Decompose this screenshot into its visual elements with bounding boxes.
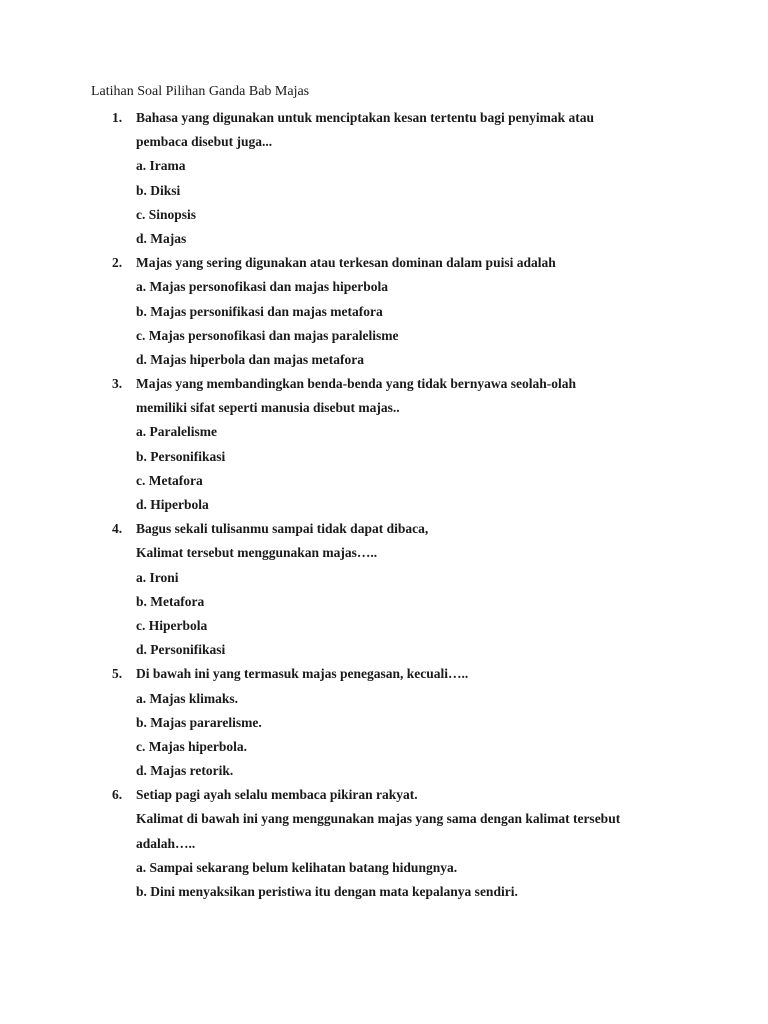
- question-number: 2.: [112, 255, 123, 271]
- answer-option: b. Diksi: [136, 182, 181, 198]
- answer-option: c. Sinopsis: [136, 206, 197, 222]
- answer-option: b. Dini menyaksikan peristiwa itu dengan mata kepalanya sendiri.: [136, 884, 518, 899]
- question-number: 1.: [112, 110, 123, 125]
- answer-option: c. Hiperbola: [136, 617, 208, 633]
- question-item: [0, 251, 768, 372]
- answer-option: c. Majas personofikasi dan majas paralelisme: [136, 327, 399, 343]
- answer-option: b. Majas pararelisme.: [136, 714, 262, 730]
- question-text: Majas yang sering digunakan atau terkesan dominan dalam puisi adalah: [136, 255, 556, 271]
- question-text: Di bawah ini yang termasuk majas penegasan, kecuali…..: [136, 666, 469, 682]
- question-item: [0, 106, 768, 251]
- question-text: Setiap pagi ayah selalu membaca pikiran rakyat.: [136, 787, 418, 803]
- answer-option: b. Personifikasi: [136, 448, 226, 464]
- answer-option: a. Paralelisme: [136, 424, 217, 440]
- question-number: 3.: [112, 376, 123, 392]
- question-text: Majas yang membandingkan benda-benda yang tidak bernyawa seolah-olah: [136, 376, 576, 392]
- question-number: 6.: [112, 787, 123, 803]
- question-item: [0, 372, 768, 517]
- question-text: Bagus sekali tulisanmu sampai tidak dapat dibaca,: [136, 521, 429, 537]
- answer-option: a. Majas klimaks.: [136, 690, 239, 706]
- answer-option: d. Personifikasi: [136, 642, 226, 658]
- question-item: [0, 517, 768, 662]
- answer-option: a. Sampai sekarang belum kelihatan batang hidungnya.: [136, 859, 458, 875]
- question-item: [0, 783, 768, 904]
- answer-option: c. Metafora: [136, 472, 203, 488]
- answer-option: a. Majas personofikasi dan majas hiperbola: [136, 279, 389, 295]
- document-title: Latihan Soal Pilihan Ganda Bab Majas: [91, 84, 310, 99]
- answer-option: a. Ironi: [136, 569, 179, 585]
- question-number: 5.: [112, 666, 123, 682]
- answer-option: b. Majas personifikasi dan majas metafora: [136, 303, 383, 319]
- question-number: 4.: [112, 521, 123, 537]
- answer-option: b. Metafora: [136, 593, 205, 609]
- answer-option: c. Majas hiperbola.: [136, 738, 247, 754]
- question-text: Bahasa yang digunakan untuk menciptakan kesan tertentu bagi penyimak atau: [136, 110, 594, 125]
- answer-option: d. Majas hiperbola dan majas metafora: [136, 351, 364, 367]
- question-text: Kalimat tersebut menggunakan majas…..: [136, 545, 378, 561]
- answer-option: d. Majas: [136, 230, 187, 246]
- question-text: Kalimat di bawah ini yang menggunakan majas yang sama dengan kalimat tersebut: [136, 811, 621, 827]
- answer-option: d. Hiperbola: [136, 497, 209, 512]
- answer-option: a. Irama: [136, 158, 186, 174]
- question-list: [0, 106, 768, 904]
- question-text: adalah…..: [136, 835, 196, 851]
- question-item: [0, 662, 768, 783]
- question-text: memiliki sifat seperti manusia disebut majas..: [136, 400, 400, 416]
- question-text: pembaca disebut juga...: [136, 134, 273, 150]
- answer-option: d. Majas retorik.: [136, 763, 234, 779]
